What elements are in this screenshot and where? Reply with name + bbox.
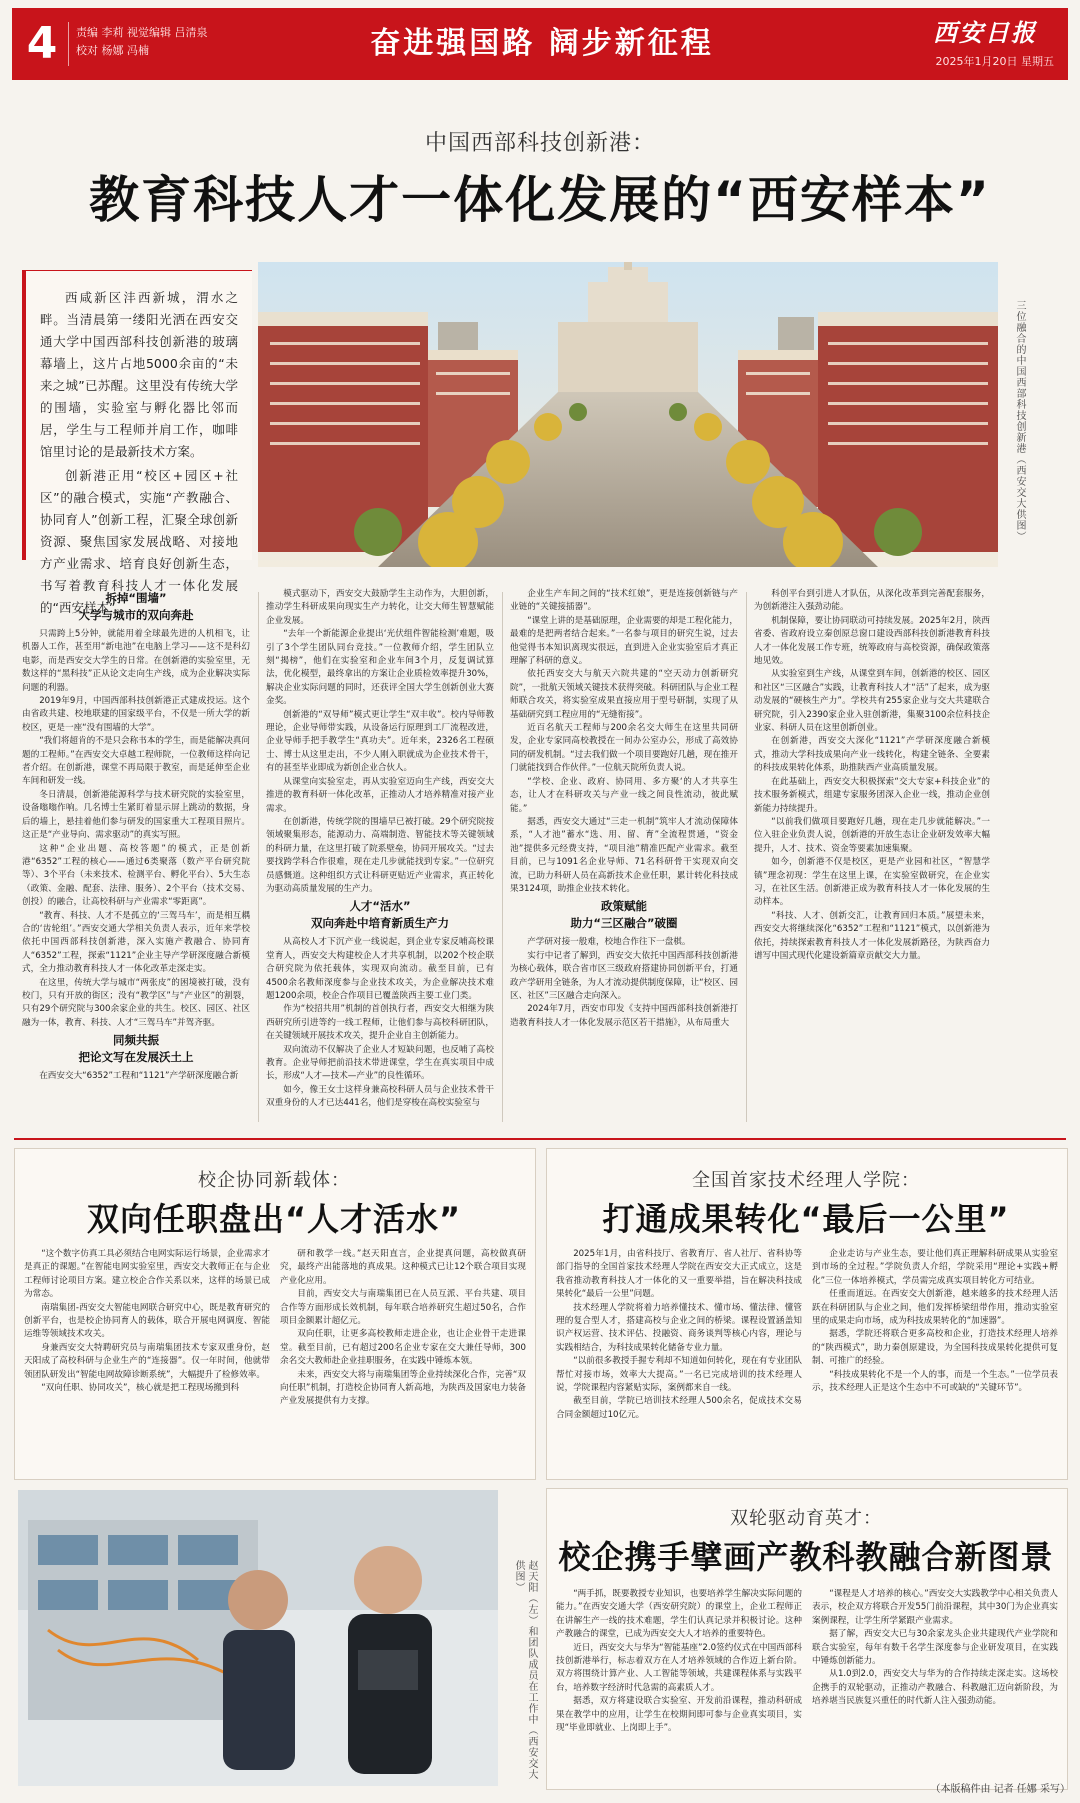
paragraph: 南瑞集团-西安交大智能电网联合研究中心，既是教育研究的创新平台，也是校企协同育人的载体，联合开展电网调度、智能运维等领域技术攻关。 bbox=[24, 1302, 270, 1340]
subhead-line: 同频共振 bbox=[113, 1033, 159, 1048]
hero-photo bbox=[258, 262, 998, 567]
section-right-kicker: 全国首家技术经理人学院： bbox=[692, 1170, 920, 1191]
issue-date: 2025年1月20日 星期五 bbox=[935, 55, 1054, 68]
paragraph: 未来，西安交大将与南瑞集团等企业持续深化合作，完善“双向任职”机制，打造校企协同育人新高地，为陕西及国家电力装备产业发展提供有力支撑。 bbox=[280, 1369, 526, 1407]
paragraph: 据悉，西安交大通过“三走一机制”筑牢人才流动保障体系，“人才池”蓄水“选、用、留、育”全流程贯通，“资金池”提供多元经费支持，“项目池”精准匹配产业需求。截至目前，已与1091名企业导师、71名科研骨干实现双向交流，已助力科研人员在高新技术企业任职，累计转化科技成果3124项，助推企业技术转化。 bbox=[510, 816, 738, 894]
paragraph: 目前，西安交大与南瑞集团已在人员互派、平台共建、项目合作等方面形成长效机制，每年联合培养研究生超过50名，合作项目金额累计超亿元。 bbox=[280, 1289, 526, 1327]
paragraph: “课堂上讲的是基础原理，企业需要的却是工程化能力，最难的是把两者结合起来。”一名参与项目的研究生说，过去他觉得书本知识离现实很远，直到进入企业实验室后才真正理解了科研的意义。 bbox=[510, 615, 738, 667]
paragraph: “科技、人才、创新交汇，让教育回归本质。”展望未来，西安交大将继续深化“6352”工程和“1121”模式，以创新港为依托，持续探索教育科技人才一体化发展新路径，为陕西奋力谱写中国式现代化建设新篇章贡献交大力量。 bbox=[754, 910, 990, 961]
section-bottom-title: 校企携手擘画产教科教融合新图景 bbox=[558, 1538, 1054, 1576]
lead-paragraph: 西咸新区沣西新城，渭水之畔。当清晨第一缕阳光洒在西安交通大学中国西部科技创新港的玻璃幕墙上，这片占地5000余亩的“未来之城”已苏醒。这里没有传统大学的围墙，实验室与孵化器比邻而居，学生与工程师并肩工作，咖啡馆里讨论的是最新技术方案。 bbox=[40, 290, 238, 459]
paragraph: 据悉，学院还将联合更多高校和企业，打造技术经理人培养的“陕西模式”，助力秦创原建设，为全国科技成果转化提供可复制、可推广的经验。 bbox=[812, 1329, 1058, 1367]
paragraph: “科技成果转化不是一个人的事，而是一个生态。”一位学员表示，技术经理人正是这个生态中不可或缺的“关键环节”。 bbox=[812, 1369, 1058, 1394]
paragraph: 在此基础上，西安交大积极探索“交大专家+科技企业”的技术服务新模式，组建专家服务团深入企业一线，推动企业创新能力持续提升。 bbox=[754, 776, 990, 814]
paragraph: “这个数字仿真工具必须结合电网实际运行场景，企业需求才是真正的课题。”在智能电网实验室里，西安交大教师正在与企业工程师讨论项目方案。建立校企合作关系以来，这样的场景已成为常态。 bbox=[24, 1249, 270, 1300]
paragraph: “学校、企业、政府、协同用、多方聚‘的人才共享生态，让人才在科研攻关与产业一线之间良性流动，彼此赋能。” bbox=[510, 776, 738, 814]
subhead-line: 助力“三区融合”破圈 bbox=[570, 916, 678, 931]
paragraph: 企业走访与产业生态，要让他们真正理解科研成果从实验室到市场的全过程。”学院负责人介绍，学院采用“理论+实践+孵化”三位一体培养模式，学员需完成真实项目转化方可结业。 bbox=[812, 1249, 1058, 1286]
hero-photo-caption: 三位融合的中国西部科技创新港（西安交大供图） bbox=[1014, 300, 1025, 542]
paragraph: 研和教学一线。”赵天阳直言，企业提真问题，高校做真研究，最终产出能落地的真成果。这种模式已让12个联合项目实现产业化应用。 bbox=[280, 1249, 526, 1286]
section-bottom-column-1 bbox=[556, 1588, 802, 1778]
lead-paragraph: 创新港正用“校区+园区+社区”的融合模式，实施“产教融合、协同育人”创新工程，汇聚全球创新资源、聚焦国家发展战略、对接地方产业需求、培育良好创新生态，书写着教育科技人才一体化发展的“西安样本”。 bbox=[40, 468, 238, 615]
editor-line-2: 校对 杨娜 冯楠 bbox=[76, 44, 149, 57]
paragraph: 实行中记者了解到，西安交大依托中国西部科技创新港为核心载体，联合省市区三级政府搭建协同创新平台，打通政产学研用全链条，为人才流动提供制度保障，让“校区、园区、社区”三区融合走向深入。 bbox=[510, 950, 738, 1001]
masthead-slogan: 奋进强国路 阔步新征程 bbox=[370, 26, 714, 61]
paragraph: 创新港的“双导师”模式更让学生“双丰收”。校内导师教理论，企业导师带实践，从设备运行原理到工厂流程改进，企业导师手把手教学生“真功夫”。近年来，2326名工程硕士、博士从这里走出，不少人刚入职就成为企业技术骨干，有的甚至毕业即成为新创企业合伙人。 bbox=[266, 709, 494, 774]
paragraph: 据悉，双方将建设联合实验室、开发前沿课程，推动科研成果在教学中的应用，让学生在校期间即可参与企业真实项目，实现“毕业即就业、上岗即上手”。 bbox=[556, 1696, 802, 1734]
paragraph: 在创新港，传统学院的围墙早已被打破。29个研究院按领域聚集形态，能源动力、高端制造、智能技术等关键领域的科研力量，在这里打破了院系壁垒，协同开展攻关。“过去要找跨学科合作很难，现在走几步就能找到专家。”一位研究员感慨道。这种组织方式让科研更贴近产业需求，真正转化为驱动高质量发展的生产力。 bbox=[266, 816, 494, 894]
subhead bbox=[22, 590, 250, 624]
article-column-2 bbox=[266, 588, 494, 1128]
subhead bbox=[266, 898, 494, 932]
paragraph: 在创新港，西安交大深化“1121”产学研深度融合新模式，推动大学科技成果向产业一线转化，构建全链条、全要素的科技成果转化体系，助推陕西产业高质量发展。 bbox=[754, 736, 990, 774]
lab-illustration bbox=[18, 1490, 498, 1786]
section-bottom-kicker: 双轮驱动育英才： bbox=[730, 1508, 882, 1529]
paragraph: 双向任职，让更多高校教师走进企业，也让企业骨干走进课堂。截至目前，已有超过200名企业专家在交大兼任导师，300余名交大教师赴企业挂职服务，在实践中锤炼本领。 bbox=[280, 1329, 526, 1367]
subhead bbox=[510, 898, 738, 932]
section-right-column-1 bbox=[556, 1248, 802, 1470]
paragraph: “去年一个新能源企业提出‘光伏组件智能检测’难题，吸引了3个学生团队同台竞技。”一位教师介绍，学生团队立刻“揭榜”，他们在实验室和企业车间3个月，反复调试算法，优化模型，最终拿出的方案让企业质检效率提升30%，解决企业实际问题的同时，还获评全国大学生创新创业大赛金奖。 bbox=[266, 629, 494, 707]
article-column-3 bbox=[510, 588, 738, 1128]
subhead bbox=[22, 1032, 250, 1066]
masthead-editors bbox=[76, 24, 256, 60]
byline: （本版稿件由 记者 任娜 采写） bbox=[930, 1784, 1070, 1795]
paragraph: 机制保障，要让协同联动可持续发展。2025年2月，陕西省委、省政府设立秦创原总窗口建设西部科技创新港教育科技人才一体化发展工作专班，统筹政府与高校资源，确保政策落地见效。 bbox=[754, 615, 990, 667]
masthead bbox=[12, 8, 1068, 80]
headline-kicker: 中国西部科技创新港： bbox=[424, 131, 655, 156]
column-rule bbox=[746, 592, 747, 1122]
paragraph: 近百名航天工程师与200余名交大师生在这里共同研发，企业专家同高校教授在一间办公室办公，形成了高效协同的研发机制。“过去我们做一个项目要跑好几趟，现在推开门就能找到合作伙伴。”一位航天院所负责人说。 bbox=[510, 723, 738, 774]
section-left-column-2 bbox=[280, 1248, 526, 1470]
article-column-4 bbox=[754, 588, 990, 1128]
article-column-1 bbox=[22, 588, 250, 1128]
paragraph: 冬日清晨，创新港能源科学与技术研究院的实验室里，设备嗡嗡作响。几名博士生紧盯着显示屏上跳动的数据，身后的墙上，悬挂着他们参与研发的国家重大工程项目照片。这正是“产业导向、需求驱动”的真实写照。 bbox=[22, 789, 250, 841]
paragraph: “我们将超肯的不是只会称书本的学生，而是能解决真问题的工程师。”在西安交大卓越工程师院，一位教师这样向记者介绍。在创新港，课堂不再局限于教室，而是延伸至企业车间和研发一线。 bbox=[22, 736, 250, 787]
bottom-photo-caption: 赵天阳（左）和团队成员在工作中（西安交大供图） bbox=[513, 1560, 537, 1780]
paragraph: 技术经理人学院将着力培养懂技术、懂市场、懂法律、懂管理的复合型人才，搭建高校与企业之间的桥梁。课程设置涵盖知识产权运营、技术评估、投融资、商务谈判等核心内容，理论与实践相结合，为科技成果转化储备专业力量。 bbox=[556, 1302, 802, 1353]
paragraph: 从实验室到生产线，从课堂到车间，创新港的校区、园区和社区“三区融合”实践，让教育科技人才“活”了起来，成为驱动发展的“硬核生产力”。学校共有255家企业与交大共建联合研究院，引入2390家企业入驻创新港，集聚3100余位科技企业家、科研人员在这里创新创业。 bbox=[754, 669, 990, 734]
section-right-column-2 bbox=[812, 1248, 1058, 1470]
paragraph: 从课堂向实验室走，再从实验室迈向生产线，西安交大推进的教育科研一体化改革，正推动人才培养精准对接产业需求。 bbox=[266, 776, 494, 814]
paragraph: “以前很多教授手握专利却不知道如何转化，现在有专业团队帮忙对接市场，效率大大提高。”一名已完成培训的技术经理人说，学院课程内容紧贴实际，案例都来自一线。 bbox=[556, 1356, 802, 1394]
paragraph: “课程是人才培养的核心。”西安交大实践教学中心相关负责人表示，校企双方将联合开发55门前沿课程，其中30门为企业真实案例课程，让学生所学紧跟产业需求。 bbox=[812, 1589, 1058, 1626]
paragraph: 从1.0到2.0，西安交大与华为的合作持续走深走实。这场校企携手的双轮驱动，正推动产教融合、科教融汇迈向新阶段，为培养堪当民族复兴重任的时代新人注入强劲动能。 bbox=[812, 1669, 1058, 1707]
section-left-kicker: 校企协同新载体： bbox=[198, 1170, 350, 1191]
paragraph: “两手抓，既要教授专业知识，也要培养学生解决实际问题的能力。”在西安交通大学（西安研究院）的课堂上，企业工程师正在讲解生产一线的技术难题，学生们认真记录并积极讨论。这种产教融合的课堂，已成为西安交大人才培养的重要特色。 bbox=[556, 1589, 802, 1640]
paragraph: 作为“校招共用”机制的首创执行者，西安交大相继为陕西研究所引进等约一线工程师，让他们参与高校科研团队，在关键领域开展技术攻关，提升企业自主创新能力。 bbox=[266, 1004, 494, 1042]
main-headline: 教育科技人才一体化发展的“西安样本” bbox=[89, 171, 991, 229]
paragraph: 模式驱动下，西安交大鼓励学生主动作为，大胆创新，推动学生科研成果向现实生产力转化，让交大师生智慧赋能企业发展。 bbox=[266, 589, 494, 626]
section-left-title: 双向任职盘出“人才活水” bbox=[86, 1200, 462, 1238]
paragraph: 双向流动不仅解决了企业人才短缺问题，也反哺了高校教育。企业导师把前沿技术带进课堂，学生在真实项目中成长，形成“人才—技术—产业”的良性循环。 bbox=[266, 1044, 494, 1082]
paragraph: 依托西安交大与航天六院共建的“空天动力创新研究院”，一批航天领域关键技术获得突破。科研团队与企业工程师联合攻关，将实验室成果直接应用于型号研制，实现了从基础研究到工程应用的“无缝衔接”。 bbox=[510, 669, 738, 720]
paragraph: 从高校人才下沉产业一线说起，到企业专家反哺高校课堂育人，西安交大构建校企人才共享机制，以202个校企联合研究院为依托载体，实现双向流动。截至目前，已有4500余名教师深度参与企业技术攻关，为企业解决技术难题1200余项，校企合作项目已覆盖陕西主要工业门类。 bbox=[266, 937, 494, 1001]
paragraph: 只需跨上5分钟，就能用着全球最先进的人机相飞，让机器人工作，甚至用“新电池”在电脑上学习——这不是科幻电影，而是西安交大学生的日常。在创新港的实验室里，无数这样的“黑科技”正从论文走向生产线，成为企业解决实际问题的利器。 bbox=[22, 629, 250, 693]
section-right-title: 打通成果转化“最后一公里” bbox=[602, 1200, 1010, 1238]
newspaper-logo: 西安日报 bbox=[933, 18, 1037, 47]
paragraph: 近日，西安交大与华为“智能基座”2.0签约仪式在中国西部科技创新港举行，标志着双方在人才培养领域的合作迈上新台阶。双方将围绕计算产业、人工智能等领域，共建课程体系与实践平台，培养数字经济时代急需的高素质人才。 bbox=[556, 1642, 802, 1693]
subhead-line: 人才“活水” bbox=[349, 899, 411, 914]
page-number: 4 bbox=[26, 18, 58, 69]
paragraph: “以前我们做项目要跑好几趟，现在走几步就能解决。”一位入驻企业负责人说，创新港的开放生态让企业研发效率大幅提升，人才、技术、资金等要素加速集聚。 bbox=[754, 816, 990, 854]
paragraph: 2019年9月，中国西部科技创新港正式建成投运。这个由省政共建、校地联建的国家级平台，不仅是一所大学的新校区，更是一座“没有围墙的大学”。 bbox=[22, 696, 250, 733]
paragraph: 在西安交大“6352”工程和“1121”产学研深度融合新 bbox=[39, 1071, 239, 1082]
paragraph: 产学研对接一般难，校地合作往下一盘棋。 bbox=[527, 937, 691, 948]
subhead-line: 拆掉“围墙” bbox=[105, 591, 167, 605]
paragraph: 企业生产车间之间的“技术红娘”，更是连接创新链与产业链的“关键接插器”。 bbox=[510, 589, 738, 613]
editor-line-1: 责编 李莉 视觉编辑 吕清泉 bbox=[76, 26, 208, 39]
paragraph: 任重而道远。在西安交大创新港，越来越多的技术经理人活跃在科研团队与企业之间，他们发挥桥梁纽带作用，推动实验室里的成果走向市场，成为科技成果转化的“加速器”。 bbox=[812, 1289, 1058, 1327]
paragraph: 身兼西安交大特聘研究员与南瑞集团技术专家双重身份，赵天阳成了高校科研与企业生产的“连接器”。仅一年时间，他就带领团队研发出“智能电网故障诊断系统”，大幅提升了检修效率。 bbox=[24, 1342, 270, 1380]
subhead-line: 双向奔赴中培育新质生产力 bbox=[311, 916, 449, 931]
subhead-line: 把论文写在发展沃土上 bbox=[78, 1050, 194, 1065]
paragraph: 截至目前，学院已培训技术经理人500余名，促成技术交易合同金额超过10亿元。 bbox=[556, 1396, 802, 1420]
paragraph: 科创平台到引进人才队伍，从深化改革到完善配套服务，为创新港注入强劲动能。 bbox=[754, 589, 990, 613]
subhead-line: 政策赋能 bbox=[601, 899, 647, 914]
paragraph: 据了解，西安交大已与30余家龙头企业共建现代产业学院和联合实验室，每年有数千名学生深度参与企业研发项目，在实践中锤炼创新能力。 bbox=[812, 1629, 1058, 1667]
paragraph: 2024年7月，西安市印发《支持中国西部科技创新港打造教育科技人才一体化发展示范区若干措施》，从布局重大 bbox=[510, 1004, 738, 1028]
bottom-photo bbox=[18, 1490, 498, 1786]
subhead-line: 大学与城市的双向奔赴 bbox=[78, 608, 194, 622]
column-rule bbox=[502, 592, 503, 1122]
section-left-column-1 bbox=[24, 1248, 270, 1470]
column-rule bbox=[258, 592, 259, 1122]
section-divider bbox=[14, 1138, 1066, 1140]
paragraph: 这种“企业出题、高校答题”的模式，正是创新港“6352”工程的核心——通过6类聚落（数产平台研究院等）、3个平台（未来技术、检测平台、孵化平台）、5大生态（政策、金融、配套、法律、服务）、2个平台（技术交易、创投）的融合，让高校科研与产业需求“零距离”。 bbox=[22, 843, 250, 908]
paragraph: “双向任职、协同攻关”，核心就是把工程现场搬到科 bbox=[41, 1383, 240, 1394]
section-bottom-column-2 bbox=[812, 1588, 1058, 1768]
paragraph: 在这里，传统大学与城市“两张皮”的困境被打破，没有校门，只有开放的街区；没有“教学区”与“产业区”的割裂，只有29个研究院与300余家企业的共生。校区、园区、社区融为一体，教育、科技、人才“三驾马车”并驾齐驱。 bbox=[22, 977, 250, 1028]
paragraph: 如今，像王女士这样身兼高校科研人员与企业技术骨干双重身份的人才已达441名，他们是穿梭在高校实验室与 bbox=[266, 1084, 494, 1109]
paragraph: 2025年1月，由省科技厅、省教育厅、省人社厅、省科协等部门指导的全国首家技术经理人学院在西安交大正式成立，这是我省推动教育科技人才一体化的又一重要举措，旨在解决科技成果转化“最后一公里”问题。 bbox=[556, 1249, 802, 1300]
campus-illustration bbox=[258, 262, 998, 567]
masthead-divider bbox=[68, 22, 69, 66]
paragraph: 如今，创新港不仅是校区，更是产业园和社区，“智慧学镇”理念初现：学生在这里上课，在实验室做研究，在企业实习，在社区生活。创新港正成为教育科技人才一体化发展的生动样本。 bbox=[754, 857, 990, 908]
paragraph: “教育、科技、人才不是孤立的‘三驾马车’，而是相互耦合的‘齿轮组’。”西安交通大学相关负责人表示，近年来学校依托中国西部科技创新港，深入实施产教融合、协同育人“6352”工程，探索“1121”企业主导产学研深度融合新模式，全力推动教育科技人才一体化改革走深走实。 bbox=[22, 910, 250, 975]
